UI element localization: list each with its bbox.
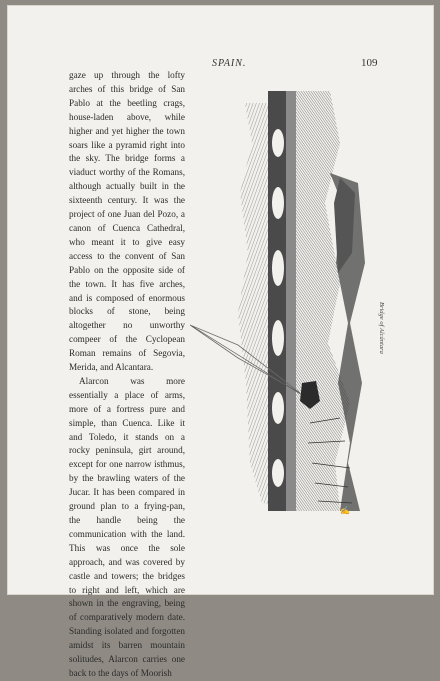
bridge-engraving (190, 83, 372, 525)
paragraph: Alarcon was more essentially a place of arms, more of a fortress pure and simple, than Cuenca. Like it and Toledo, it stands on a rocky peninsula, girt around, except for one narrow isthmus, by the brawling waters of the Jucar. It has been compared in ground plan to a frying-pan, the handle being the communication with the land. This was once the sole approach, and was covered by castle and towers; the bridges to right and left, which are shown in the engraving, being of comparatively modern date. Standing isolated and forgotten amidst its barren mountain solitudes, Alarcon carries one back to the days of Moorish (69, 375, 185, 678)
book-page (7, 5, 434, 678)
body-text (69, 69, 185, 681)
river-bank (296, 91, 350, 511)
page-number: 109 (361, 57, 378, 69)
running-head: SPAIN. (212, 58, 247, 69)
engraving-svg (190, 83, 372, 525)
bridge-parapet (286, 91, 296, 511)
illustration-caption: Bridge of Alcántara (378, 302, 385, 354)
paragraph: gaze up through the lofty arches of this bridge of San Pablo at the beetling crags, house-laden above, while higher and yet higher the town soars like a pyramid right into the sky. The bridge forms a viaduct worthy of the Romans, although actually built in the sixteenth century. It was the project of one Juan del Pozo, a canon of Cuenca Cathedral, who meant it to give easy access to the convent of San Pablo on the opposite side of the town. It has five arches, and is composed of enormous blocks of stone, being altogether no unworthy compeer of the Cyclopean Roman remains of Segovia, Merida, and Alcantara. (69, 70, 185, 373)
artist-mark: ✍ (340, 506, 350, 515)
